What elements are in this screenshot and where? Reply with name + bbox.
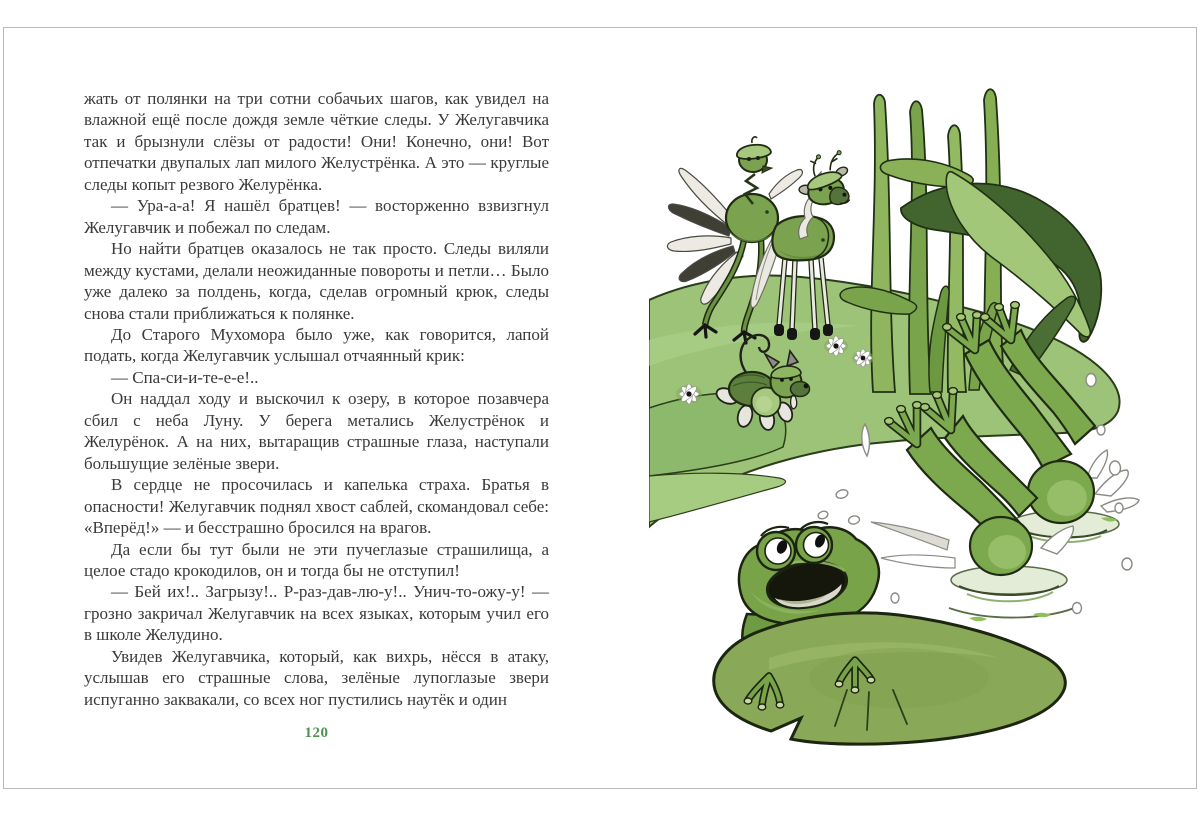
paragraph: Увидев Желугавчика, который, как вихрь, нёсся в атаку, услышав его страшные слова, зелёные лупоглазые звери испуганно заквакали, со всех ног пустились наутёк и один <box>84 646 549 709</box>
right-page <box>601 28 1198 788</box>
paragraph: — Бей их!.. Загрызу!.. Р-раз-дав-лю-у!.. Унич-то-ожу-у! — грозно закричал Желугавчик на всех языках, которым учил его в школе Желудино. <box>84 582 549 645</box>
paragraph: Он наддал ходу и выскочил к озеру, в которое позавчера сбил с неба Луну. У берега метались Желустрёнок и Желурёнок. А на них, вытаращив страшные глаза, наступали большущие зелёные звери. <box>84 389 549 473</box>
paragraph: жать от полянки на три сотни собачьих шагов, как увидел на влажной ещё после дождя земле чёткие следы. У Желугавчика так и брызнули слёзы от радости! Они! Конечно, они! Вот отпечатки двупалых лап милого Желустрёнка. А это — круглые следы копыт резвого Желурёнка. <box>84 89 549 194</box>
illustration <box>649 78 1189 778</box>
paragraph: В сердце не просочилась и капелька страха. Братья в опасности! Желугавчик поднял хвост саблей, скомандовал себе: «Вперёд!» — и бесстрашно бросился на врагов. <box>84 475 549 538</box>
left-page <box>4 28 601 788</box>
book-spread <box>3 27 1197 789</box>
paragraph: — Спа-си-и-те-е-е!.. <box>111 367 259 387</box>
page-number: 120 <box>304 725 329 741</box>
paragraph: Но найти братцев оказалось не так просто. Следы виляли между кустами, делали неожиданные повороты и петли… Было уже далеко за полдень, когда, сделав огромный крюк, следы снова стали приближаться к полянке. <box>84 239 549 323</box>
paragraph: — Ура-а-а! Я нашёл братцев! — восторженно взвизгнул Желугавчик и побежал по следам. <box>84 196 549 237</box>
paragraph: Да если бы тут были не эти пучеглазые страшилища, а целое стадо крокодилов, он и тогда бы не отступил! <box>84 539 549 580</box>
text-column <box>84 88 549 710</box>
paragraph: До Старого Мухомора было уже, как говорится, лапой подать, когда Желугавчик услышал отчаянный крик: <box>84 324 549 366</box>
